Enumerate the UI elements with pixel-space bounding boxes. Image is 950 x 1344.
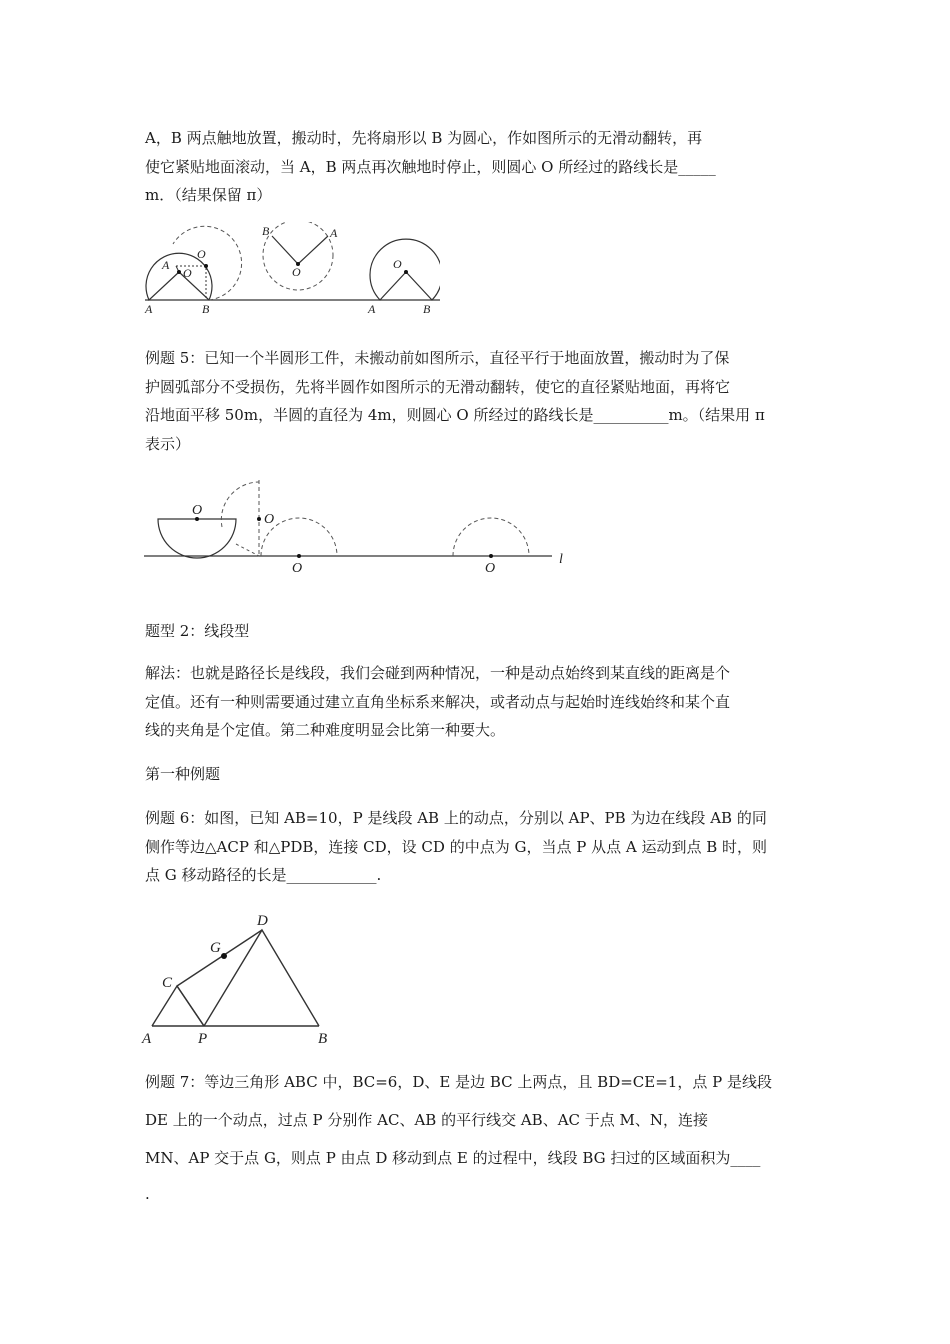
text-line: DE 上的一个动点，过点 P 分别作 AC、AB 的平行线交 AB、AC 于点 M、N，连接: [145, 1111, 709, 1129]
point-label: O: [192, 503, 203, 518]
text-line: 表示）: [145, 435, 191, 453]
point-label: O: [292, 561, 303, 576]
point-label: D: [257, 913, 268, 929]
figure-equilateral-triangles: [138, 908, 338, 1048]
line-label: l: [559, 552, 563, 567]
point-label: B: [262, 224, 270, 238]
point-label: O: [292, 265, 301, 279]
text-line: 沿地面平移 50m，半圆的直径为 4m，则圆心 O 所经过的路线长是__________m。（结果用 π: [145, 406, 765, 424]
text-line: m．（结果保留 π）: [145, 186, 272, 204]
text-line: 例题 5：已知一个半圆形工件，未搬动前如图所示，直径平行于地面放置，搬动时为了保: [145, 349, 730, 367]
subsection-heading: 第一种例题: [145, 765, 221, 783]
text-line: 定值。还有一种则需要通过建立直角坐标系来解决，或者动点与起始时连线始终和某个直: [145, 693, 731, 711]
text-line: 点 G 移动路径的长是____________.: [145, 866, 382, 884]
text-line: 例题 7：等边三角形 ABC 中，BC=6，D、E 是边 BC 上两点，且 BD=CE=1，点 P 是线段: [145, 1073, 772, 1091]
text-line: 侧作等边△ACP 和△PDB，连接 CD，设 CD 的中点为 G，当点 P 从点 A 运动到点 B 时，则: [145, 838, 768, 856]
text-line: A，B 两点触地放置，搬动时，先将扇形以 B 为圆心，作如图所示的无滑动翻转，再: [145, 129, 703, 147]
point-label: O: [264, 512, 275, 527]
point-label: O: [183, 266, 192, 280]
text-line: MN、AP 交于点 G，则点 P 由点 D 移动到点 E 的过程中，线段 BG 扫过的区域面积为____: [145, 1149, 761, 1167]
point-label: B: [202, 302, 210, 316]
point-label: A: [330, 226, 338, 240]
point-label: A: [142, 1031, 152, 1047]
text-line: 使它紧贴地面滚动，当 A，B 两点再次触地时停止，则圆心 O 所经过的路线长是_____: [145, 158, 716, 176]
text-line: 线的夹角是个定值。第二种难度明显会比第一种要大。: [145, 721, 506, 739]
text-line: 例题 6：如图，已知 AB=10，P 是线段 AB 上的动点，分别以 AP、PB 为边在线段 AB 的同: [145, 809, 767, 827]
point-label: B: [423, 302, 431, 316]
point-label: O: [197, 247, 206, 261]
point-label: B: [318, 1031, 328, 1047]
point-label: G: [210, 940, 221, 956]
figure-rolling-sector: [140, 222, 440, 322]
figure-semicircle-flip: [140, 472, 580, 582]
text-line: 护圆弧部分不受损伤，先将半圆作如图所示的无滑动翻转，使它的直径紧贴地面，再将它: [145, 378, 731, 396]
point-label: O: [485, 561, 496, 576]
text-line: 解法：也就是路径长是线段，我们会碰到两种情况，一种是动点始终到某直线的距离是个: [145, 664, 731, 682]
point-label: C: [162, 975, 173, 991]
point-label: P: [198, 1031, 208, 1047]
point-label: A: [368, 302, 376, 316]
point-label: O: [393, 257, 402, 271]
point-label: A: [162, 258, 170, 272]
section-heading: 题型 2：线段型: [145, 622, 250, 640]
text-line: .: [145, 1185, 150, 1203]
point-label: A: [145, 302, 153, 316]
